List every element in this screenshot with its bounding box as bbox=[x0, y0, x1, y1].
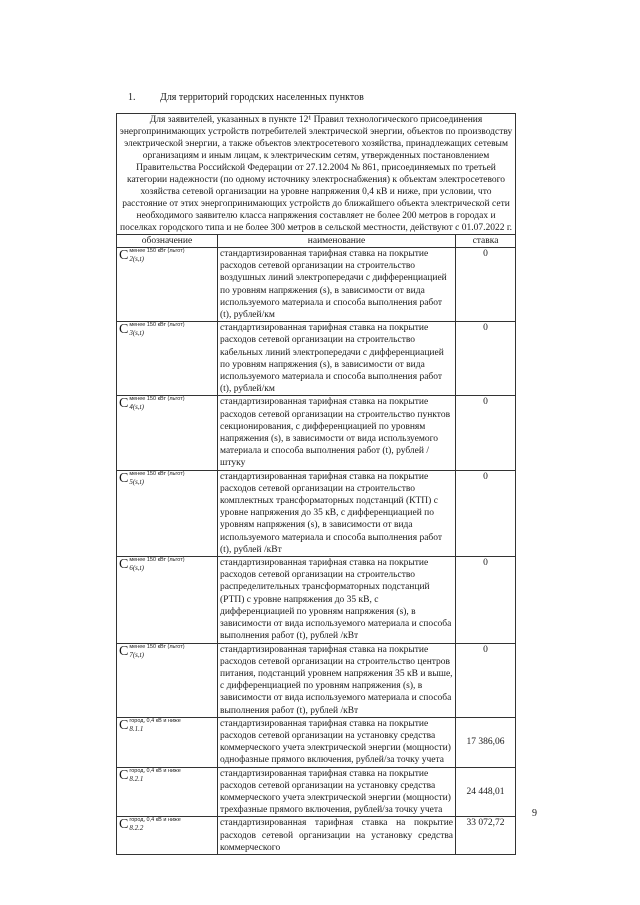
tariff-rate: 0 bbox=[456, 396, 516, 470]
tariff-symbol: C bbox=[119, 817, 129, 833]
tariff-description: стандартизированная тарифная ставка на покрытие расходов сетевой организации на установку средства коммерческого учета электрической энергии (мощности) однофазные прямого включения, рублей/за точку учета bbox=[218, 717, 456, 767]
tariff-symbol: C bbox=[119, 248, 129, 263]
tariff-code bbox=[117, 817, 218, 855]
tariff-symbol: C bbox=[119, 643, 129, 659]
column-header-name: наименование bbox=[218, 235, 456, 248]
tariff-code bbox=[117, 643, 218, 717]
tariff-subscript: 6(s,t) bbox=[129, 564, 144, 573]
tariff-description: стандартизированная тарифная ставка на покрытие расходов сетевой организации на установку средства коммерческого учета электрической энергии (мощности) трехфазные прямого включения, рублей/за точку учета bbox=[218, 767, 456, 817]
tariff-rate: 0 bbox=[456, 248, 516, 322]
tariff-description: стандартизированная тарифная ставка на покрытие расходов сетевой организации на строительство распределительных трансформаторных подстанций (РТП) с уровне напряжения до 35 кВ, с дифференциацией по уровням напряжения (s), в зависимости от вида используемого материала и способа выполнения работ (t), рублей /кВт bbox=[218, 557, 456, 643]
intro-text: Для заявителей, указанных в пункте 12¹ Правил технологического присоединения энергопринимающих устройств потребителей электрической энергии, объектов по производству электрической энергии, а также объектов электросетевого хозяйства, принадлежащих сетевым организациям и иным лицам, к электрическим сетям, утвержденных постановлением Правительства Российской Федерации от 27.12.2004 № 861, присоединяемых по третьей категории надежности (по одному источнику электроснабжения) к объектам электросетевого хозяйства сетевой организации на уровне напряжения 0,4 кВ и ниже, при условии, что расстояние от этих энергопринимающих устройств до ближайшего объекта электрической сети необходимого заявителю класса напряжения составляет не более 200 метров в городах и поселках городского типа и не более 300 метров в сельской местности, действуют с 01.07.2022 г. bbox=[117, 114, 516, 235]
tariff-subscript: 8.1.1 bbox=[129, 724, 144, 733]
tariff-subscript: 3(s,t) bbox=[129, 329, 144, 338]
table-row bbox=[117, 817, 516, 855]
tariff-table bbox=[116, 113, 516, 855]
table-row bbox=[117, 717, 516, 767]
tariff-code bbox=[117, 767, 218, 817]
tariff-superscript: город, 0,4 кВ и ниже bbox=[129, 717, 181, 724]
tariff-subscript: 4(s,t) bbox=[129, 403, 144, 412]
tariff-rate: 33 072,72 bbox=[456, 817, 516, 855]
tariff-symbol: C bbox=[119, 717, 129, 733]
tariff-rate: 0 bbox=[456, 470, 516, 556]
tariff-superscript: менее 150 кВт (льгот) bbox=[129, 248, 185, 254]
table-row bbox=[117, 557, 516, 643]
table-row bbox=[117, 643, 516, 717]
tariff-superscript: менее 150 кВт (льгот) bbox=[129, 643, 185, 650]
tariff-code bbox=[117, 396, 218, 470]
table-row bbox=[117, 322, 516, 396]
tariff-code bbox=[117, 322, 218, 396]
tariff-rate: 24 448,01 bbox=[456, 767, 516, 817]
tariff-code bbox=[117, 470, 218, 556]
tariff-description: стандартизированная тарифная ставка на покрытие расходов сетевой организации на строительство центров питания, подстанций уровнем напряжения 35 кВ и выше, с дифференциацией по уровням напряжения (s), в зависимости от вида используемого материала и способа выполнения работ (t), рублей /кВт bbox=[218, 643, 456, 717]
page-number: 9 bbox=[532, 808, 537, 819]
tariff-superscript: менее 150 кВт (льгот) bbox=[129, 557, 185, 564]
section-number: 1. bbox=[128, 92, 136, 103]
tariff-rate: 0 bbox=[456, 557, 516, 643]
tariff-rate: 17 386,06 bbox=[456, 717, 516, 767]
tariff-symbol: C bbox=[119, 396, 129, 412]
tariff-code bbox=[117, 248, 218, 322]
tariff-superscript: менее 150 кВт (льгот) bbox=[129, 396, 185, 403]
tariff-rate: 0 bbox=[456, 322, 516, 396]
tariff-subscript: 8.2.2 bbox=[129, 824, 144, 833]
tariff-rate: 0 bbox=[456, 643, 516, 717]
tariff-superscript: менее 150 кВт (льгот) bbox=[129, 322, 185, 329]
tariff-symbol: C bbox=[119, 767, 129, 783]
tariff-superscript: город, 0,4 кВ и ниже bbox=[129, 767, 181, 774]
column-header-code: обозначение bbox=[117, 235, 218, 248]
table-row bbox=[117, 767, 516, 817]
tariff-subscript: 7(s,t) bbox=[129, 650, 144, 659]
tariff-symbol: C bbox=[119, 470, 129, 486]
tariff-code bbox=[117, 557, 218, 643]
tariff-description: стандартизированная тарифная ставка на покрытие расходов сетевой организации на строительство комплектных трансформаторных подстанций (КТП) с уровне напряжения до 35 кВ, с дифференциацией по уровням напряжения (s), в зависимости от вида используемого материала и способа выполнения работ (t), рублей /кВт bbox=[218, 470, 456, 556]
tariff-superscript: менее 150 кВт (льгот) bbox=[129, 470, 185, 477]
tariff-symbol: C bbox=[119, 557, 129, 573]
tariff-description: стандартизированная тарифная ставка на покрытие расходов сетевой организации на строительство пунктов секционирования, с дифференциацией по уровням напряжения (s), в зависимости от вида используемого материала и способа выполнения работ (t), рублей /штуку bbox=[218, 396, 456, 470]
section-title: Для территорий городских населенных пунктов bbox=[160, 92, 364, 103]
tariff-description: стандартизированная тарифная ставка на покрытие расходов сетевой организации на строительство воздушных линий электропередачи с дифференциацией по уровням напряжения (s), в зависимости от вида используемого материала и способа выполнения работ (t), рублей/км bbox=[218, 248, 456, 322]
intro-row bbox=[117, 114, 516, 235]
tariff-subscript: 5(s,t) bbox=[129, 477, 144, 486]
tariff-symbol: C bbox=[119, 322, 129, 338]
table-row bbox=[117, 248, 516, 322]
tariff-superscript: город, 0,4 кВ и ниже bbox=[129, 817, 181, 824]
tariff-description: стандартизированная тарифная ставка на покрытие расходов сетевой организации на установку средства коммерческого bbox=[218, 817, 456, 855]
table-row bbox=[117, 396, 516, 470]
column-header-rate: ставка bbox=[456, 235, 516, 248]
tariff-description: стандартизированная тарифная ставка на покрытие расходов сетевой организации на строительство кабельных линий электропередачи с дифференциацией по уровням напряжения (s), в зависимости от вида используемого материала и способа выполнения работ (t), рублей/км bbox=[218, 322, 456, 396]
header-row bbox=[117, 235, 516, 248]
tariff-code bbox=[117, 717, 218, 767]
tariff-subscript: 8.2.1 bbox=[129, 774, 144, 783]
section-heading bbox=[128, 92, 364, 103]
table-body bbox=[117, 248, 516, 855]
tariff-subscript: 2(s,t) bbox=[129, 255, 144, 263]
table-row bbox=[117, 470, 516, 556]
